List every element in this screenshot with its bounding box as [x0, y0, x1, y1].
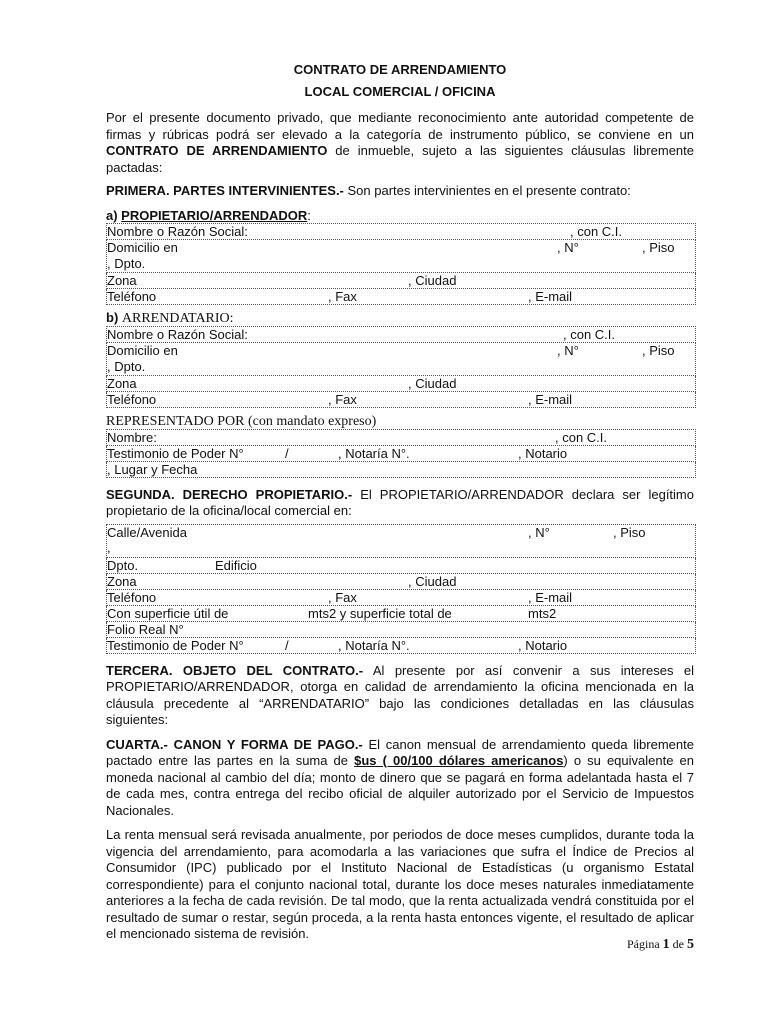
representative-heading: REPRESENTADO POR (con mandato expreso) [106, 413, 377, 429]
clause-segunda: SEGUNDA. DERECHO PROPIETARIO.- El PROPIETARIO/ARRENDADOR declara ser legítimo propietario de la oficina/local comercial en: [106, 486, 694, 518]
clause-cuarta: CUARTA.- CANON Y FORMA DE PAGO.- El canon mensual de arrendamiento queda libremente pactado entre las partes en la suma de $us ( 00/100 dólares americanos) o su equivalente en moneda nacional al cambio del día; monto de dinero que se pagará en forma adelantada hasta el 7 de cada mes, contra entrega del recibo oficial de alquiler autorizado por el Servicio de Impuestos Nacionales. [106, 736, 694, 818]
document-page [106, 56, 694, 943]
document-title: CONTRATO DE ARRENDAMIENTO [293, 62, 507, 77]
page-number: Página 1 de 5 [627, 937, 694, 952]
party-b-table: Nombre o Razón Social: , con C.I. Domicilio en , N° , Piso , Dpto. Zona , Ciudad Teléfono , Fax , E-mail [106, 326, 696, 408]
party-a-heading: a) PROPIETARIO/ARRENDADOR: [106, 207, 311, 223]
property-table: Calle/Avenida , N° , Piso , Dpto. Edificio Zona , Ciudad Teléfono , Fax , E-mail Con superficie útil de mts2 y superficie total de mts2 Folio Real N° Testimonio de Poder N° / , Notaría N°. , Notario [106, 524, 696, 654]
intro-paragraph: Por el presente documento privado, que mediante reconocimiento ante autoridad competente de firmas y rúbricas podrá ser elevado a la categoría de instrumento público, se conviene en un CONTRATO DE ARRENDAMIENTO de inmueble, sujeto a las siguientes cláusulas libremente pactadas: [106, 110, 694, 175]
representative-table: Nombre: , con C.I. Testimonio de Poder N° / , Notaría N°. , Notario , Lugar y Fecha [106, 429, 696, 478]
document-subtitle: LOCAL COMERCIAL / OFICINA [304, 84, 496, 99]
party-b-heading: b) ARRENDATARIO: [106, 309, 234, 326]
clause-tercera: TERCERA. OBJETO DEL CONTRATO.- Al presente por así convenir a sus intereses el PROPIETARIO/ARRENDADOR, otorga en calidad de arrendamiento la oficina mencionada en la cláusula precedente al “ARRENDATARIO” bajo las condiciones detalladas en las cláusulas siguientes: [106, 662, 694, 727]
party-a-table: Nombre o Razón Social: , con C.I. Domicilio en , N° , Piso , Dpto. Zona , Ciudad Teléfono , Fax , E-mail [106, 223, 696, 305]
clause-primera: PRIMERA. PARTES INTERVINIENTES.- Son partes intervinientes en el presente contrato: [106, 183, 631, 198]
renta-paragraph: La renta mensual será revisada anualmente, por periodos de doce meses cumplidos, durante toda la vigencia del arrendamiento, para acomodarla a las variaciones que sufra el Índice de Precios al Consumidor (IPC) publicado por el Instituto Nacional de Estadísticas (u organismo Estatal correspondiente) para el conjunto nacional total, durante los doce meses naturales inmediatamente anteriores a la fecha de cada revisión. De tal modo, que la renta actualizada vendrá constituida por el resultado de sumar o restar, según proceda, a la renta hasta entonces vigente, el resultado de aplicar el mencionado sistema de revisión. [106, 827, 694, 941]
